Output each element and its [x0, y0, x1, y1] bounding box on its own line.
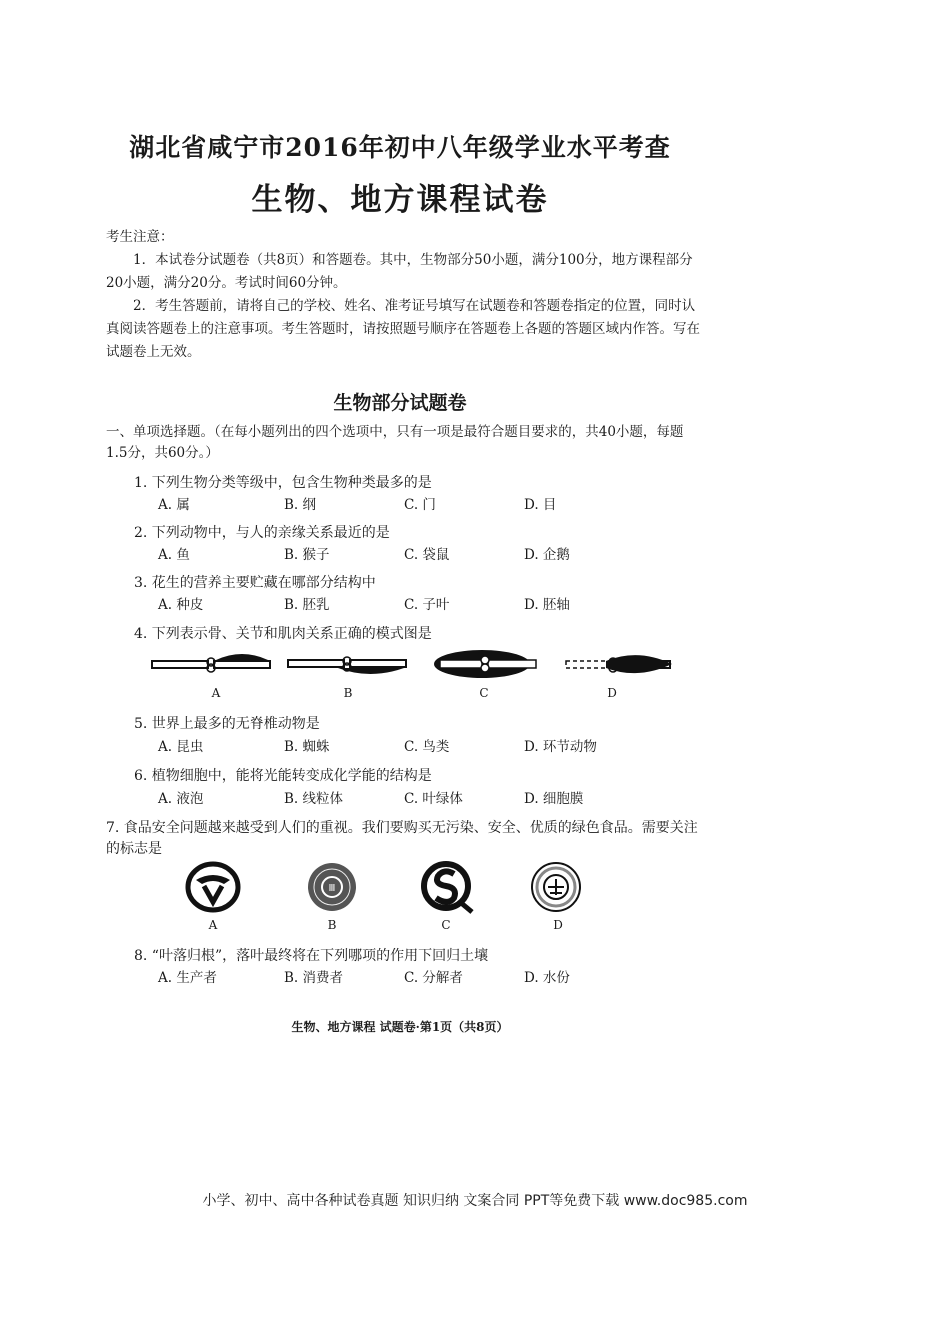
- exam-title: 湖北省咸宁市2016年初中八年级学业水平考查: [129, 133, 671, 162]
- option-d: D. 胚轴: [524, 597, 570, 613]
- option-d: D. 环节动物: [524, 739, 597, 755]
- option-c: C. 子叶: [404, 597, 450, 613]
- option-a: A. 种皮: [158, 597, 204, 613]
- section-instructions: 一、单项选择题。（在每小题列出的四个选项中，只有一项是最符合题目要求的，共40小题，每题1.5分，共60分。）: [106, 424, 684, 461]
- svg-text:Ⅲ: Ⅲ: [328, 883, 336, 894]
- notice-block: [106, 226, 700, 364]
- bone-muscle-diagram-a: [152, 648, 272, 682]
- option-b: B. 纲: [284, 497, 317, 513]
- logo-label-a: A: [208, 918, 218, 932]
- question-2: 2. 下列动物中，与人的亲缘关系最近的是: [134, 525, 390, 541]
- figure-label-a: A: [211, 686, 221, 700]
- option-a: A. 生产者: [158, 970, 217, 986]
- option-c: C. 门: [404, 497, 436, 513]
- qs-quality-logo-icon: [420, 860, 476, 914]
- option-d: D. 细胞膜: [524, 791, 584, 807]
- option-b: B. 胚乳: [284, 597, 330, 613]
- option-a: A. 昆虫: [158, 739, 204, 755]
- option-b: B. 蜘蛛: [284, 739, 330, 755]
- logo-label-d: D: [553, 918, 563, 932]
- question-1: 1. 下列生物分类等级中，包含生物种类最多的是: [134, 475, 432, 491]
- option-d: D. 目: [524, 497, 557, 513]
- download-site-banner: 小学、初中、高中各种试卷真题 知识归纳 文案合同 PPT等免费下载 www.doc985.com: [202, 1193, 748, 1209]
- page-footer: 生物、地方课程 试题卷·第1页（共8页）: [291, 1020, 509, 1034]
- option-a: A. 液泡: [158, 791, 204, 807]
- logo-label-c: C: [441, 918, 451, 932]
- notice-item-1: 1．本试卷分试题卷（共8页）和答题卷。其中，生物部分50小题，满分100分，地方课程部分20小题，满分20分。考试时间60分钟。: [106, 252, 693, 291]
- exam-subtitle: 生物、地方课程试卷: [251, 182, 549, 218]
- question-7: 7. 食品安全问题越来越受到人们的重视。我们要购买无污染、安全、优质的绿色食品。需要关注的标志是: [106, 820, 698, 857]
- question-3: 3. 花生的营养主要贮藏在哪部分结构中: [134, 575, 376, 591]
- figure-label-c: C: [479, 686, 489, 700]
- notice-item-2: 2．考生答题前，请将自己的学校、姓名、准考证号填写在试题卷和答题卷指定的位置，同时认真阅读答题卷上的注意事项。考生答题时，请按照题号顺序在答题卷上各题的答题区域内作答。写在试题卷上无效。: [106, 298, 700, 360]
- option-b: B. 消费者: [284, 970, 344, 986]
- question-8: 8. “叶落归根”，落叶最终将在下列哪项的作用下回归土壤: [134, 948, 489, 964]
- section-title: 生物部分试题卷: [333, 392, 467, 414]
- option-b: B. 猴子: [284, 547, 330, 563]
- option-b: B. 线粒体: [284, 791, 344, 807]
- option-c: C. 分解者: [404, 970, 463, 986]
- organic-food-logo-icon: [530, 862, 582, 912]
- option-a: A. 属: [158, 497, 190, 513]
- food-safety-seal-icon: [306, 862, 358, 912]
- green-food-logo-icon: [186, 862, 240, 912]
- bone-muscle-diagram-d: [566, 648, 676, 682]
- bone-muscle-diagram-c: [430, 644, 540, 684]
- option-d: D. 企鹅: [524, 547, 570, 563]
- question-5: 5. 世界上最多的无脊椎动物是: [134, 716, 320, 732]
- notice-heading: 考生注意：: [106, 229, 174, 245]
- option-d: D. 水份: [524, 970, 570, 986]
- option-c: C. 鸟类: [404, 739, 450, 755]
- option-c: C. 袋鼠: [404, 547, 450, 563]
- figure-label-d: D: [607, 686, 617, 700]
- logo-label-b: B: [327, 918, 337, 932]
- bone-muscle-diagram-b: [288, 648, 408, 682]
- option-a: A. 鱼: [158, 547, 190, 563]
- question-6: 6. 植物细胞中，能将光能转变成化学能的结构是: [134, 768, 432, 784]
- question-4: 4. 下列表示骨、关节和肌肉关系正确的模式图是: [134, 626, 432, 642]
- figure-label-b: B: [343, 686, 353, 700]
- option-c: C. 叶绿体: [404, 791, 463, 807]
